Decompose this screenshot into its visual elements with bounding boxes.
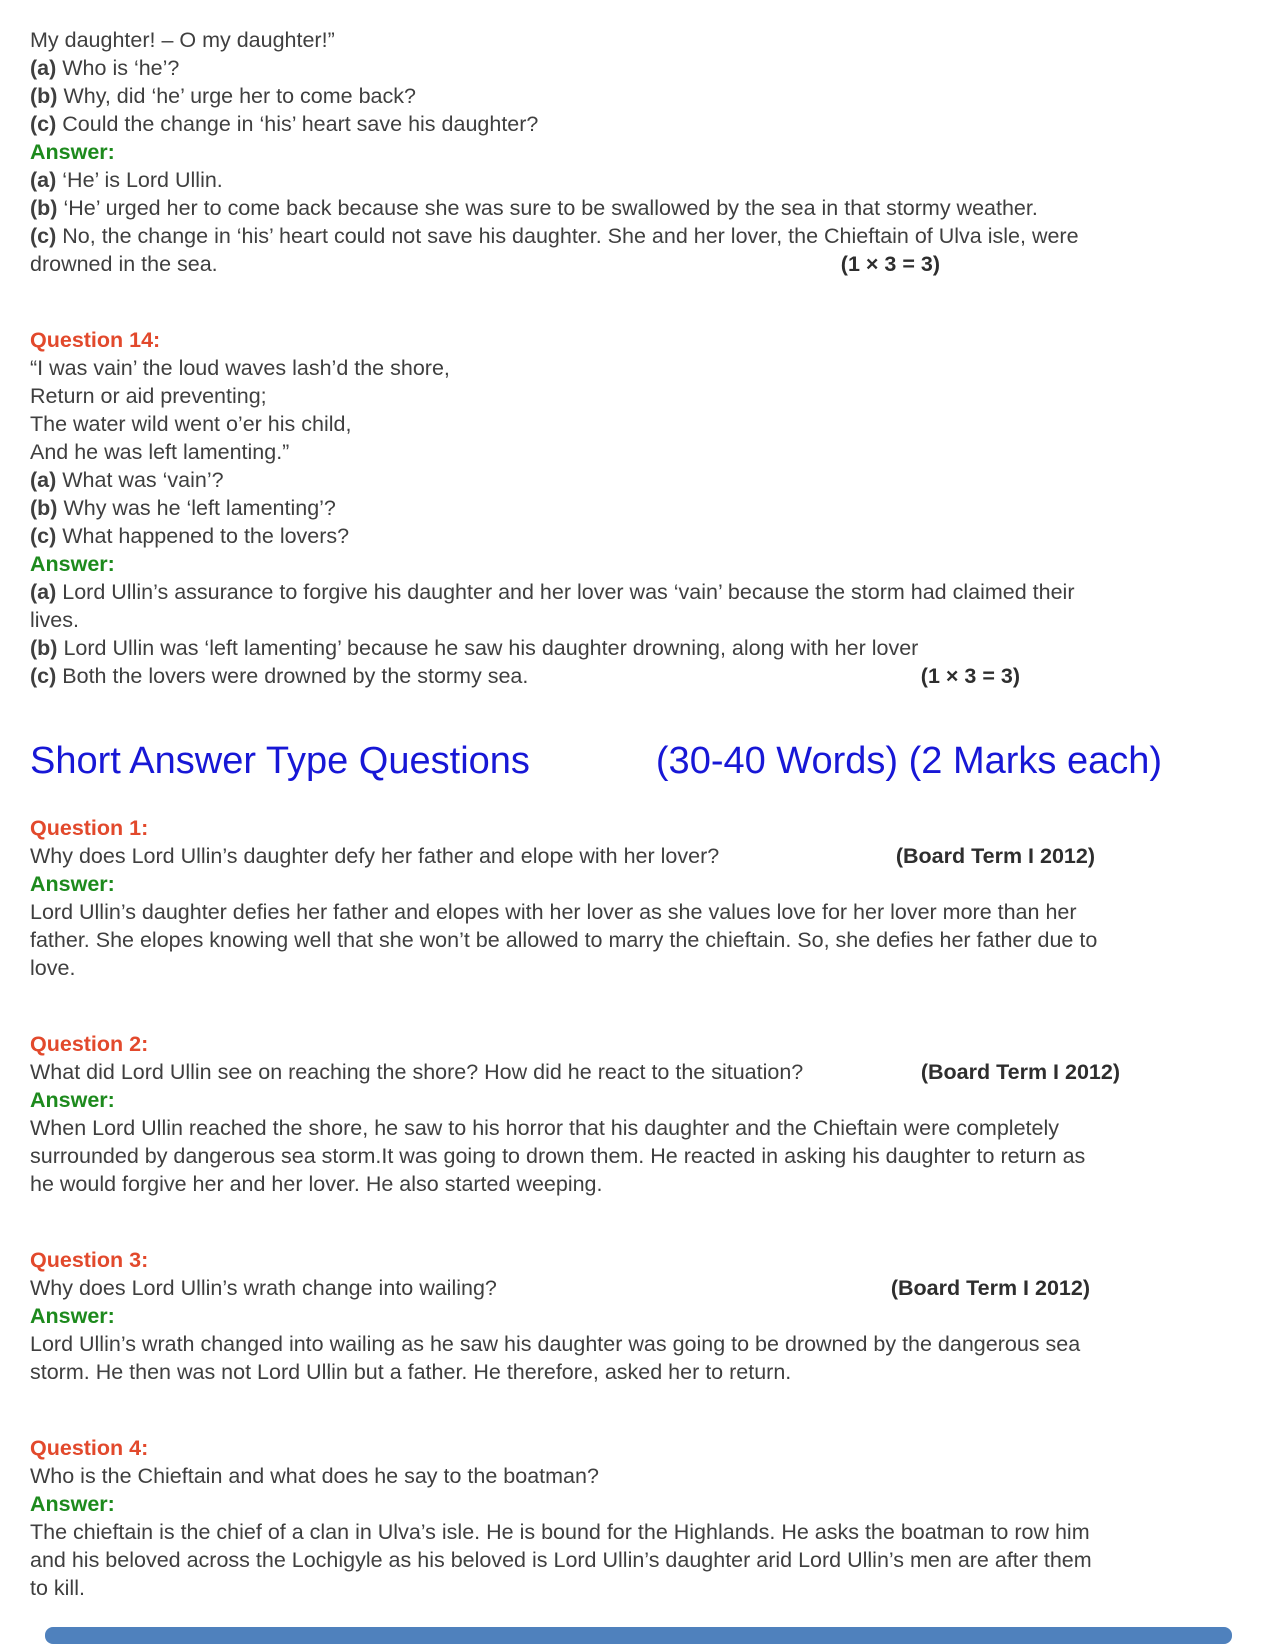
list-marker: (b) — [30, 496, 58, 520]
text-line — [30, 578, 1245, 606]
line-text: ‘He’ is Lord Ullin. — [56, 168, 223, 192]
text-line — [30, 54, 1245, 82]
marks-annotation: (Board Term I 2012) — [920, 1060, 1120, 1084]
line-text: Answer: — [30, 552, 115, 576]
list-marker: (a) — [30, 168, 57, 192]
marks-annotation: (1 × 3 = 3) — [840, 252, 940, 276]
list-marker: (c) — [30, 664, 57, 688]
text-line — [30, 662, 1245, 690]
line-text: Why does Lord Ullin’s wrath change into wailing? — [30, 1276, 497, 1300]
text-line — [30, 1142, 1245, 1170]
line-text: storm. He then was not Lord Ullin but a father. He therefore, asked her to return. — [30, 1360, 792, 1384]
text-line — [30, 1330, 1245, 1358]
line-text: Question 3: — [30, 1248, 149, 1272]
line-text: lives. — [30, 608, 79, 632]
list-marker: (c) — [30, 224, 57, 248]
question-header — [30, 326, 1245, 354]
line-text: What was ‘vain’? — [56, 468, 224, 492]
text-line — [30, 494, 1245, 522]
text-line — [30, 926, 1245, 954]
line-text: Answer: — [30, 1492, 115, 1516]
line-text: My daughter! – O my daughter!” — [30, 28, 335, 52]
list-marker: (c) — [30, 112, 57, 136]
text-line — [30, 1546, 1245, 1574]
line-text: Lord Ullin’s daughter defies her father and elopes with her lover as she values love for her lover more than her — [30, 900, 1077, 924]
line-text: Answer: — [30, 872, 115, 896]
line-text: The water wild went o’er his child, — [30, 412, 352, 436]
answer-label — [30, 138, 1245, 166]
answer-label — [30, 1490, 1245, 1518]
text-line — [30, 82, 1245, 110]
text-line — [30, 1518, 1245, 1546]
line-text: Answer: — [30, 1304, 115, 1328]
question-14-block — [30, 326, 1245, 690]
line-text: When Lord Ullin reached the shore, he saw to his horror that his daughter and the Chieftain were completely — [30, 1116, 1059, 1140]
text-line — [30, 1574, 1245, 1602]
line-text: Why was he ‘left lamenting’? — [57, 496, 336, 520]
line-text: Why does Lord Ullin’s daughter defy her father and elope with her lover? — [30, 844, 720, 868]
line-text: to kill. — [30, 1576, 85, 1600]
text-line — [30, 250, 1245, 278]
line-text: Question 4: — [30, 1436, 149, 1460]
text-line — [30, 438, 1245, 466]
list-marker: (b) — [30, 84, 58, 108]
marks-annotation: (Board Term I 2012) — [895, 844, 1095, 868]
line-text: drowned in the sea. — [30, 252, 218, 276]
text-line — [30, 466, 1245, 494]
line-text: Who is ‘he’? — [56, 56, 180, 80]
list-marker: (b) — [30, 196, 58, 220]
line-text: Lord Ullin’s wrath changed into wailing as he saw his daughter was going to be drowned by the dangerous sea — [30, 1332, 1081, 1356]
text-line — [30, 842, 1245, 870]
section-heading-marks-info: (30-40 Words) (2 Marks each) — [655, 740, 1163, 782]
line-text: and his beloved across the Lochigyle as his beloved is Lord Ullin’s daughter arid Lord Ullin’s men are after them — [30, 1548, 1092, 1572]
line-text: surrounded by dangerous sea storm.It was going to drown them. He reacted in asking his daughter to return as — [30, 1144, 1086, 1168]
text-line — [30, 110, 1245, 138]
list-marker: (c) — [30, 524, 57, 548]
question-header — [30, 1246, 1245, 1274]
line-text: Could the change in ‘his’ heart save his daughter? — [56, 112, 539, 136]
text-line — [30, 1114, 1245, 1142]
line-text: The chieftain is the chief of a clan in Ulva’s isle. He is bound for the Highlands. He asks the boatman to row him — [30, 1520, 1090, 1544]
line-text: And he was left lamenting.” — [30, 440, 290, 464]
answer-label — [30, 1086, 1245, 1114]
text-line — [30, 26, 1245, 54]
text-line — [30, 1462, 1245, 1490]
footer-bar — [45, 1627, 1232, 1644]
line-text: Who is the Chieftain and what does he say to the boatman? — [30, 1464, 599, 1488]
text-line — [30, 1358, 1245, 1386]
line-text: Lord Ullin’s assurance to forgive his daughter and her lover was ‘vain’ because the storm had claimed their — [56, 580, 1075, 604]
text-line — [30, 222, 1245, 250]
question-header — [30, 814, 1245, 842]
text-line — [30, 1170, 1245, 1198]
line-text: Answer: — [30, 140, 115, 164]
marks-annotation: (1 × 3 = 3) — [920, 664, 1020, 688]
list-marker: (a) — [30, 580, 57, 604]
question-1-block — [30, 814, 1245, 982]
line-text: Why, did ‘he’ urge her to come back? — [57, 84, 416, 108]
question-header — [30, 1030, 1245, 1058]
marks-annotation: (Board Term I 2012) — [890, 1276, 1090, 1300]
question-3-block — [30, 1246, 1245, 1386]
question-header — [30, 1434, 1245, 1462]
line-text: What did Lord Ullin see on reaching the shore? How did he react to the situation? — [30, 1060, 804, 1084]
answer-label — [30, 550, 1245, 578]
line-text: No, the change in ‘his’ heart could not save his daughter. She and her lover, the Chieftain of Ulva isle, were — [56, 224, 1079, 248]
line-text: Question 2: — [30, 1032, 149, 1056]
list-marker: (a) — [30, 56, 57, 80]
text-line — [30, 382, 1245, 410]
line-text: father. She elopes knowing well that she won’t be allowed to marry the chieftain. So, she defies her father due to — [30, 928, 1098, 952]
question-4-block — [30, 1434, 1245, 1602]
text-line — [30, 1058, 1245, 1086]
line-text: Both the lovers were drowned by the stormy sea. — [56, 664, 529, 688]
line-text: Return or aid preventing; — [30, 384, 267, 408]
section-heading — [30, 738, 1245, 784]
line-text: “I was vain’ the loud waves lash’d the shore, — [30, 356, 450, 380]
text-line — [30, 410, 1245, 438]
line-text: Lord Ullin was ‘left lamenting’ because he saw his daughter drowning, along with her lover — [57, 636, 919, 660]
text-line — [30, 194, 1245, 222]
text-line — [30, 166, 1245, 194]
answer-label — [30, 1302, 1245, 1330]
question-2-block — [30, 1030, 1245, 1198]
line-text: love. — [30, 956, 76, 980]
text-line — [30, 1274, 1245, 1302]
line-text: Question 1: — [30, 816, 149, 840]
line-text: What happened to the lovers? — [56, 524, 350, 548]
text-line — [30, 606, 1245, 634]
text-line — [30, 522, 1245, 550]
line-text: Question 14: — [30, 328, 161, 352]
text-line — [30, 898, 1245, 926]
line-text: he would forgive her and her lover. He also started weeping. — [30, 1172, 603, 1196]
answer-label — [30, 870, 1245, 898]
text-line — [30, 954, 1245, 982]
line-text: Answer: — [30, 1088, 115, 1112]
question-13-extract-block — [30, 26, 1245, 278]
line-text: ‘He’ urged her to come back because she was sure to be swallowed by the sea in that stormy weather. — [57, 196, 1038, 220]
list-marker: (b) — [30, 636, 58, 660]
text-line — [30, 354, 1245, 382]
list-marker: (a) — [30, 468, 57, 492]
section-heading-title: Short Answer Type Questions — [30, 740, 530, 782]
text-line — [30, 634, 1245, 662]
